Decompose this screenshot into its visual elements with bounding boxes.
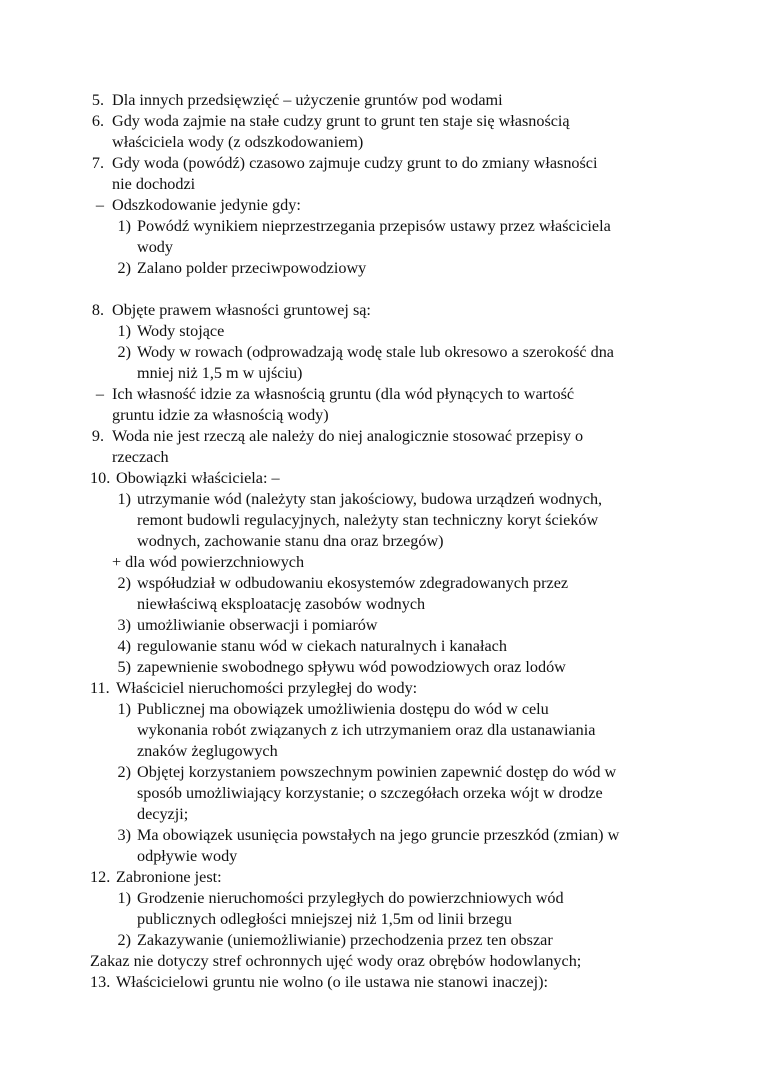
list-text: utrzymanie wód (należyty stan jakościowy, budowa urządzeń wodnych, xyxy=(137,490,603,508)
list-item xyxy=(0,321,760,342)
list-marker: 9. xyxy=(91,427,104,445)
list-marker: 3) xyxy=(117,826,131,844)
list-text: Wody w rowach (odprowadzają wodę stale lub okresowo a szerokość dna xyxy=(137,343,614,361)
list-text: Ma obowiązek usunięcia powstałych na jego gruncie przeszkód (zmian) w xyxy=(137,826,620,844)
list-text: gruntu idzie za własnością wody) xyxy=(112,406,329,424)
list-text: Właścicielowi gruntu nie wolno (o ile ustawa nie stanowi inaczej): xyxy=(116,973,548,991)
list-text: Dla innych przedsięwzięć – użyczenie gruntów pod wodami xyxy=(112,91,503,109)
list-marker: 8. xyxy=(91,301,104,319)
list-item xyxy=(0,258,760,279)
list-item xyxy=(0,573,760,594)
list-item xyxy=(0,699,760,720)
list-item-continuation xyxy=(0,909,760,930)
list-marker: 1) xyxy=(117,322,131,340)
list-text: mniej niż 1,5 m w ujściu) xyxy=(137,364,303,382)
list-item-continuation xyxy=(0,531,760,552)
list-text: Gdy woda zajmie na stałe cudzy grunt to grunt ten staje się własnością xyxy=(112,112,570,130)
list-marker: 2) xyxy=(117,763,131,781)
list-text: znaków żeglugowych xyxy=(137,742,278,760)
list-item xyxy=(0,426,760,447)
list-item-continuation xyxy=(0,363,760,384)
list-item xyxy=(0,636,760,657)
list-text: regulowanie stanu wód w ciekach naturalnych i kanałach xyxy=(137,637,507,655)
list-item xyxy=(0,825,760,846)
list-item-continuation xyxy=(0,846,760,867)
list-text: rzeczach xyxy=(112,448,169,466)
list-text: sposób umożliwiający korzystanie; o szczegółach orzeka wójt w drodze xyxy=(137,784,603,802)
list-marker: 1) xyxy=(117,700,131,718)
list-item-continuation xyxy=(0,804,760,825)
list-marker: 2) xyxy=(117,931,131,949)
list-text: Grodzenie nieruchomości przyległych do powierzchniowych wód xyxy=(137,889,564,907)
list-note xyxy=(0,552,760,573)
list-item-continuation xyxy=(0,510,760,531)
list-item xyxy=(0,657,760,678)
list-text: Powódź wynikiem nieprzestrzegania przepisów ustawy przez właściciela xyxy=(137,217,611,235)
list-item xyxy=(0,300,760,321)
list-text: Właściciel nieruchomości przyległej do wody: xyxy=(116,679,418,697)
list-text: decyzji; xyxy=(137,805,189,823)
list-item xyxy=(0,90,760,111)
list-text: Obowiązki właściciela: – xyxy=(116,469,280,487)
list-item xyxy=(0,615,760,636)
list-item xyxy=(0,762,760,783)
list-item xyxy=(0,216,760,237)
list-text: Zalano polder przeciwpowodziowy xyxy=(137,259,367,277)
list-item xyxy=(0,930,760,951)
list-item-continuation xyxy=(0,594,760,615)
list-text: niewłaściwą eksploatację zasobów wodnych xyxy=(137,595,426,613)
list-item xyxy=(0,678,760,699)
list-marker: 7. xyxy=(91,154,104,172)
list-item xyxy=(0,888,760,909)
list-marker: 2) xyxy=(117,259,131,277)
list-text: Zabronione jest: xyxy=(116,868,222,886)
list-item xyxy=(0,489,760,510)
list-item xyxy=(0,342,760,363)
list-text: umożliwianie obserwacji i pomiarów xyxy=(137,616,378,634)
list-item-continuation xyxy=(0,237,760,258)
list-marker: 13. xyxy=(90,973,111,991)
paragraph xyxy=(0,951,760,972)
list-item-continuation xyxy=(0,174,760,195)
list-text: współudział w odbudowaniu ekosystemów zdegradowanych przez xyxy=(137,574,569,592)
list-text: Gdy woda (powódź) czasowo zajmuje cudzy grunt to do zmiany własności xyxy=(112,154,598,172)
list-item xyxy=(0,153,760,174)
list-marker: 10. xyxy=(90,469,111,487)
list-item-continuation xyxy=(0,783,760,804)
list-text: właściciela wody (z odszkodowaniem) xyxy=(112,133,364,151)
list-item xyxy=(0,195,760,216)
list-text: Objęte prawem własności gruntowej są: xyxy=(112,301,371,319)
list-marker: 4) xyxy=(117,637,131,655)
list-marker: 2) xyxy=(117,574,131,592)
list-text: wody xyxy=(137,238,173,256)
list-text: wykonania robót związanych z ich utrzymaniem oraz dla ustanawiania xyxy=(137,721,596,739)
list-item-continuation xyxy=(0,132,760,153)
list-marker: 6. xyxy=(91,112,104,130)
list-text: wodnych, zachowanie stanu dna oraz brzegów) xyxy=(137,532,444,550)
list-text: nie dochodzi xyxy=(112,175,196,193)
list-text: Ich własność idzie za własnością gruntu (dla wód płynących to wartość xyxy=(112,385,575,403)
list-text: Zakazywanie (uniemożliwianie) przechodzenia przez ten obszar xyxy=(137,931,553,949)
list-text: publicznych odległości mniejszej niż 1,5m od linii brzegu xyxy=(137,910,512,928)
list-marker: 1) xyxy=(117,217,131,235)
list-item xyxy=(0,111,760,132)
list-text: Woda nie jest rzeczą ale należy do niej analogicznie stosować przepisy o xyxy=(112,427,584,445)
list-item xyxy=(0,972,760,993)
list-marker: 1) xyxy=(117,490,131,508)
list-marker: 12. xyxy=(90,868,111,886)
list-item xyxy=(0,384,760,405)
list-item-continuation xyxy=(0,741,760,762)
list-text: Wody stojące xyxy=(137,322,225,340)
list-text: Objętej korzystaniem powszechnym powinien zapewnić dostęp do wód w xyxy=(137,763,617,781)
list-text: odpływie wody xyxy=(137,847,238,865)
list-text: zapewnienie swobodnego spływu wód powodziowych oraz lodów xyxy=(137,658,566,676)
list-text: Odszkodowanie jedynie gdy: xyxy=(112,196,301,214)
list-text: Zakaz nie dotyczy stref ochronnych ujęć wody oraz obrębów hodowlanych; xyxy=(90,952,582,970)
list-text: + dla wód powierzchniowych xyxy=(112,553,305,571)
list-marker: 5) xyxy=(117,658,131,676)
list-marker: 3) xyxy=(117,616,131,634)
list-item-continuation xyxy=(0,447,760,468)
list-text: Publicznej ma obowiązek umożliwienia dostępu do wód w celu xyxy=(137,700,549,718)
list-marker: 5. xyxy=(91,91,104,109)
list-item xyxy=(0,867,760,888)
list-item-continuation xyxy=(0,405,760,426)
list-item xyxy=(0,468,760,489)
list-text: remont budowli regulacyjnych, należyty stan techniczny koryt ścieków xyxy=(137,511,599,529)
list-marker: – xyxy=(95,385,104,403)
list-marker: 2) xyxy=(117,343,131,361)
list-marker: – xyxy=(95,196,104,214)
list-marker: 1) xyxy=(117,889,131,907)
list-item-continuation xyxy=(0,720,760,741)
list-marker: 11. xyxy=(90,679,110,697)
